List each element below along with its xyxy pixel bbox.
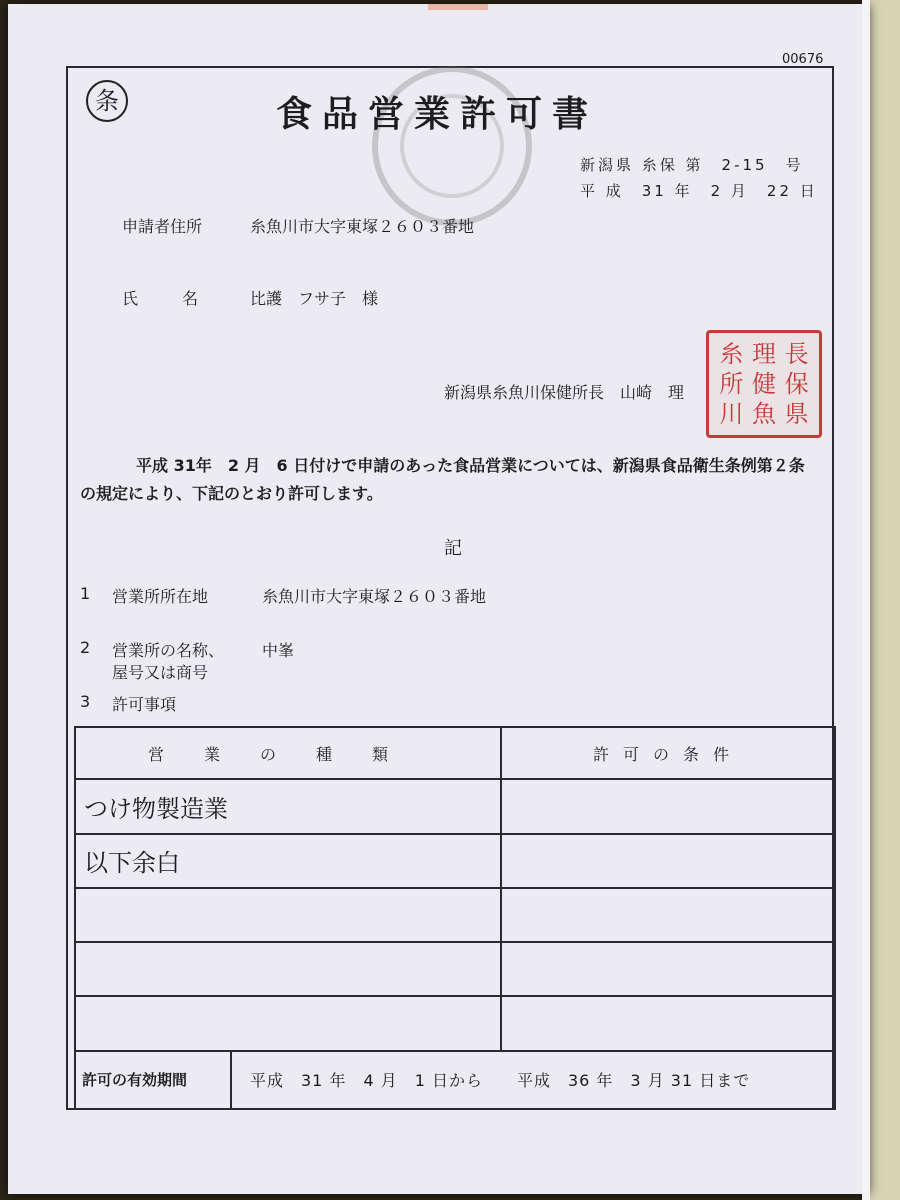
item-number: 2	[80, 638, 91, 657]
seal-char: 魚	[751, 400, 776, 428]
table-row	[75, 888, 835, 942]
item-label-name-line2: 屋号又は商号	[112, 663, 209, 682]
applicant-name-value: 比護 フサ子 様	[250, 289, 379, 308]
official-seal	[706, 330, 822, 438]
condition-cell	[501, 888, 835, 942]
business-type-cell: 以下余白	[75, 834, 501, 888]
header-business-type: 営業の種類	[75, 727, 501, 779]
validity-label: 許可の有効期間	[76, 1052, 232, 1108]
validity-cell	[75, 1051, 835, 1109]
item-label-location: 営業所所在地	[112, 587, 209, 606]
business-type-cell	[75, 888, 501, 942]
seal-char: 所	[719, 370, 744, 398]
document-title: 食品営業許可書	[276, 94, 599, 135]
jou-mark-icon: 条	[86, 80, 128, 122]
serial-number: 00676	[782, 52, 824, 67]
condition-cell	[501, 834, 835, 888]
permit-table	[74, 726, 836, 1110]
applicant-address-label: 申請者住所	[122, 217, 203, 236]
sleeve-edge	[862, 0, 870, 1200]
table-row	[75, 942, 835, 996]
header-conditions: 許可の条件	[501, 727, 835, 779]
issue-date: 平 成 31 年 2 月 22 日	[580, 182, 818, 200]
seal-char: 長	[784, 340, 809, 368]
item-number: 1	[80, 584, 91, 603]
item-label-name: 営業所の名称、	[112, 641, 225, 660]
table-row	[75, 779, 835, 833]
table-row	[75, 996, 835, 1050]
seal-char: 糸	[719, 340, 744, 368]
condition-cell	[501, 942, 835, 996]
business-type-cell	[75, 942, 501, 996]
document-number: 新潟県 糸保 第 2-15 号	[580, 156, 804, 174]
condition-cell	[501, 996, 835, 1050]
applicant-address-value: 糸魚川市大字東塚２６０３番地	[250, 217, 475, 236]
issuer-name: 新潟県糸魚川保健所長 山崎 理	[444, 383, 685, 402]
seal-char: 健	[751, 370, 776, 398]
seal-char: 県	[784, 400, 809, 428]
background-edge	[870, 0, 900, 1200]
validity-value: 平成 31 年 4 月 1 日から 平成 36 年 3 月 31 日まで	[250, 1071, 751, 1091]
seal-char: 川	[719, 400, 744, 428]
business-type-cell	[75, 996, 501, 1050]
seal-char: 理	[751, 340, 776, 368]
permit-statement: 平成 31年 2 月 6 日付けで申請のあった食品営業については、新潟県食品衛生条例第２条の規定により、下記のとおり許可します。	[80, 456, 805, 503]
applicant-name-label: 氏名	[122, 289, 243, 308]
validity-row	[75, 1051, 835, 1109]
item-value-name: 中峯	[262, 641, 295, 660]
seal-char: 保	[784, 370, 809, 398]
corner-scrap	[428, 4, 488, 10]
table-header-row	[75, 727, 835, 779]
condition-cell	[501, 779, 835, 833]
item-label-permit: 許可事項	[112, 695, 177, 714]
item-value-location: 糸魚川市大字東塚２６０３番地	[262, 587, 487, 606]
table-row	[75, 834, 835, 888]
item-number: 3	[80, 692, 91, 711]
business-type-cell: つけ物製造業	[75, 779, 501, 833]
ki-heading: 記	[444, 538, 462, 559]
